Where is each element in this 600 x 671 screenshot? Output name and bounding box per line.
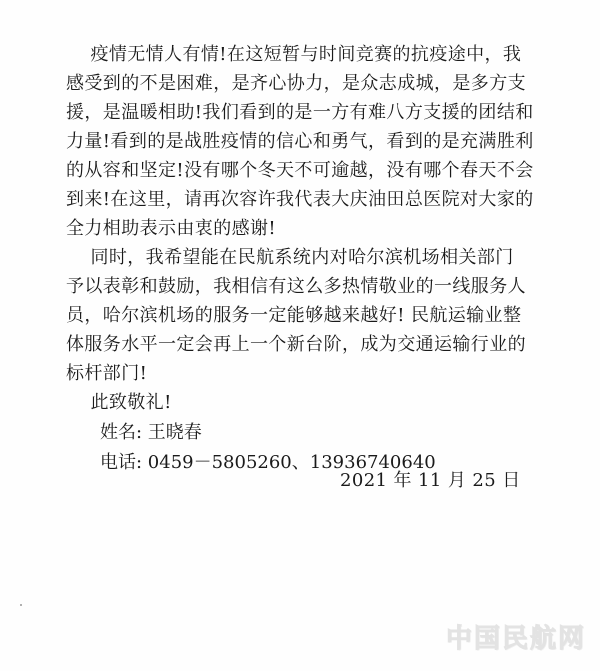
letter-line: 同时，我希望能在民航系统内对哈尔滨机场相关部门 bbox=[66, 247, 514, 268]
scan-speck bbox=[20, 604, 22, 606]
signature-phone: 电话: 0459－5805260、13936740640 bbox=[100, 452, 436, 473]
letter-line: 标杆部门! bbox=[66, 363, 148, 384]
letter-line: 的从容和坚定!没有哪个冬天不可逾越，没有哪个春天不会 bbox=[66, 160, 534, 181]
letter-date: 2021 年 11 月 25 日 bbox=[340, 470, 521, 491]
letter-line: 疫情无情人有情!在这短暂与时间竞赛的抗疫途中，我 bbox=[66, 44, 522, 65]
letter-line: 到来!在这里，请再次容许我代表大庆油田总医院对大家的 bbox=[66, 189, 534, 210]
closing-salutation: 此致敬礼! bbox=[66, 392, 172, 413]
letter-line: 援，是温暖相助!我们看到的是一方有难八方支援的团结和 bbox=[66, 102, 534, 123]
letter-line: 员，哈尔滨机场的服务一定能够越来越好! 民航运输业整 bbox=[66, 305, 522, 326]
letter-line: 予以表彰和鼓励，我相信有这么多热情敬业的一线服务人 bbox=[66, 276, 526, 297]
letter-line: 体服务水平一定会再上一个新台阶，成为交通运输行业的 bbox=[66, 334, 526, 355]
letter-line: 力量!看到的是战胜疫情的信心和勇气，看到的是充满胜利 bbox=[66, 131, 534, 152]
letter-line: 感受到的不是困难，是齐心协力，是众志成城，是多方支 bbox=[66, 73, 526, 94]
letter-line: 全力相助表示由衷的感谢! bbox=[66, 218, 277, 239]
signature-name: 姓名: 王晓春 bbox=[100, 422, 202, 443]
site-watermark: 中国民航网 bbox=[445, 624, 586, 654]
